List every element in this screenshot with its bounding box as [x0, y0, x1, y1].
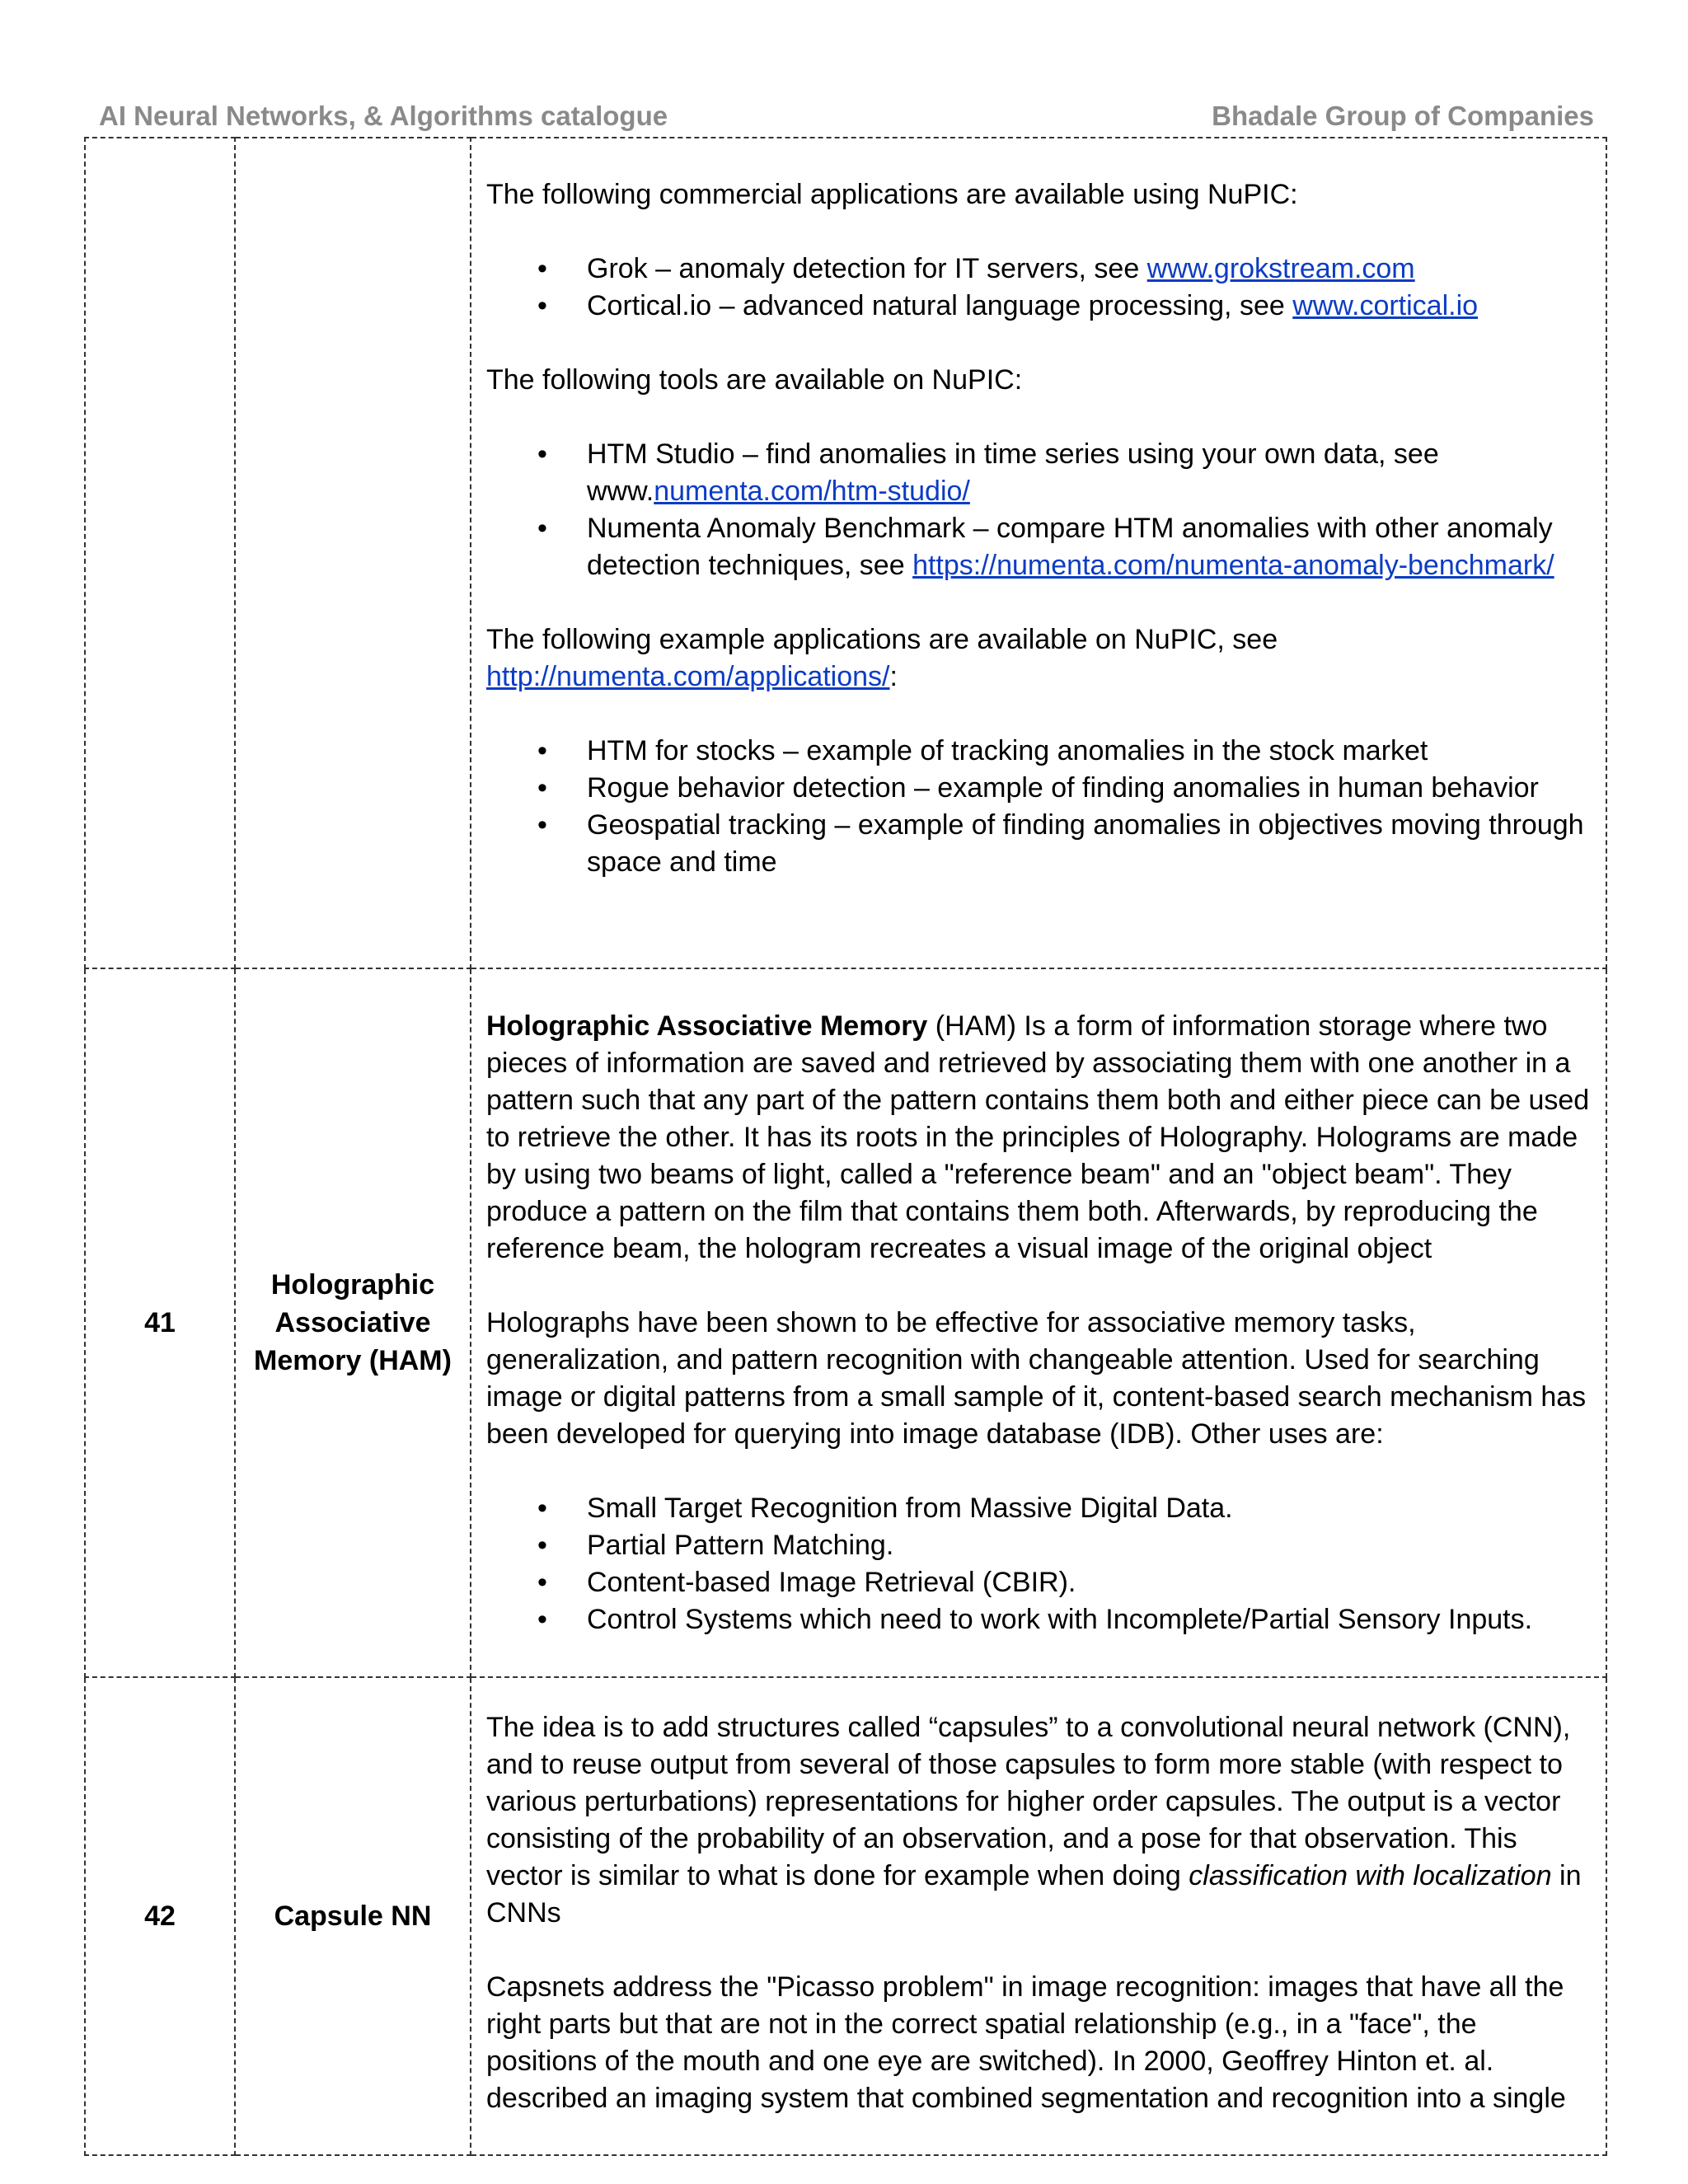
- applications-link[interactable]: http://numenta.com/applications/: [486, 661, 890, 692]
- list-item: • Control Systems which need to work with Incomplete/Partial Sensory Inputs.: [587, 1601, 1591, 1638]
- list-item: • Geospatial tracking – example of finding anomalies in objectives moving through space and time: [587, 807, 1591, 881]
- examples-list: [486, 733, 1591, 881]
- list-item: • Numenta Anomaly Benchmark – compare HTM anomalies with other anomaly detection techniques, see https://numenta.com/numenta-anomaly-benchmark/: [587, 510, 1591, 584]
- row-number-cell: 42: [85, 1677, 235, 2155]
- paragraph: The following tools are available on NuPIC:: [486, 364, 1023, 396]
- row-number-cell: 41: [85, 968, 235, 1677]
- header-catalogue-title: AI Neural Networks, & Algorithms catalogue: [99, 101, 668, 131]
- ham-uses-list: [486, 1490, 1591, 1638]
- row-name-cell: [235, 138, 471, 968]
- row-description-cell: [471, 968, 1606, 1677]
- table-row: [85, 1677, 1606, 2155]
- row-name-cell: Capsule NN: [235, 1677, 471, 2155]
- htm-studio-link[interactable]: numenta.com/htm-studio/: [654, 476, 970, 507]
- paragraph: Holographs have been shown to be effective for associative memory tasks, generalization, and pattern recognition with changeable attention. Used for searching image or digital patterns from a small sample of it, content-based search mechanism has been developed for querying into image database (IDB). Other uses are:: [486, 1306, 1587, 1450]
- row-description-cell: [471, 138, 1606, 968]
- catalogue-table: [84, 137, 1607, 2156]
- anomaly-benchmark-link[interactable]: https://numenta.com/numenta-anomaly-benchmark/: [912, 550, 1554, 581]
- table-row: [85, 138, 1606, 968]
- row-name-cell: Holographic Associative Memory (HAM): [235, 968, 471, 1677]
- list-item: • Partial Pattern Matching.: [587, 1527, 1591, 1564]
- page-header: [99, 97, 1594, 135]
- paragraph: The following commercial applications are available using NuPIC:: [486, 179, 1298, 210]
- header-company-name: Bhadale Group of Companies: [1212, 101, 1594, 131]
- list-item: • Cortical.io – advanced natural language processing, see www.cortical.io: [587, 288, 1591, 325]
- paragraph: The following example applications are available on NuPIC, see http://numenta.com/applications/:: [486, 624, 1278, 692]
- paragraph: Holographic Associative Memory (HAM) Is a form of information storage where two pieces of information are saved and retrieved by associating them with one another in a pattern such that any part of the pattern contains them both and either piece can be used to retrieve the other. It has its roots in the principles of Holography. Holograms are made by using two beams of light, called a "reference beam" and an "object beam". They produce a pattern on the film that contains them both. Afterwards, by reproducing the reference beam, the hologram recreates a visual image of the original object: [486, 1010, 1590, 1264]
- list-item: • Content-based Image Retrieval (CBIR).: [587, 1564, 1591, 1601]
- list-item: • Small Target Recognition from Massive Digital Data.: [587, 1490, 1591, 1527]
- cortical-link[interactable]: www.cortical.io: [1292, 290, 1479, 321]
- row-number-cell: [85, 138, 235, 968]
- list-item: • HTM for stocks – example of tracking anomalies in the stock market: [587, 733, 1591, 770]
- paragraph: The idea is to add structures called “capsules” to a convolutional neural network (CNN), and to reuse output from several of those capsules to form more stable (with respect to various perturbations) representations for higher order capsules. The output is a vector consisting of the probability of an observation, and a pose for that observation. This vector is similar to what is done for example when doing classification with localization in CNNs: [486, 1712, 1582, 1929]
- tools-list: [486, 436, 1591, 584]
- grokstream-link[interactable]: www.grokstream.com: [1146, 253, 1415, 284]
- table-row: [85, 968, 1606, 1677]
- list-item: • Grok – anomaly detection for IT servers, see www.grokstream.com: [587, 251, 1591, 288]
- paragraph: Capsnets address the "Picasso problem" in image recognition: images that have all the right parts but that are not in the correct spatial relationship (e.g., in a "face", the positions of the mouth and one eye are switched). In 2000, Geoffrey Hinton et. al. described an imaging system that combined segmentation and recognition into a single: [486, 1971, 1566, 2114]
- row-description-cell: [471, 1677, 1606, 2155]
- list-item: • HTM Studio – find anomalies in time series using your own data, see www.numenta.com/htm-studio/: [587, 436, 1591, 510]
- list-item: • Rogue behavior detection – example of finding anomalies in human behavior: [587, 770, 1591, 807]
- commercial-apps-list: [486, 251, 1591, 325]
